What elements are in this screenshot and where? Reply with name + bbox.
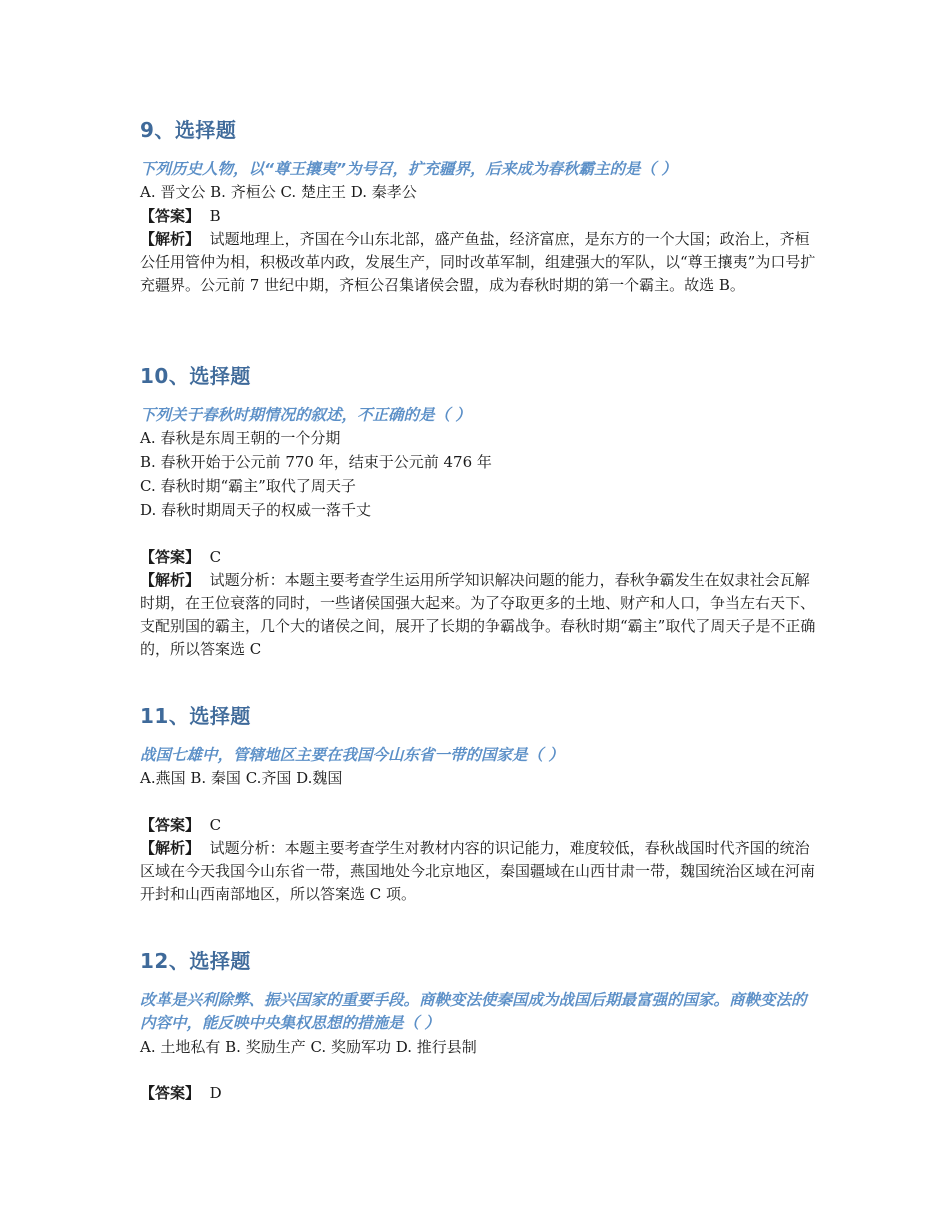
- question-10-stem: 下列关于春秋时期情况的叙述，不正确的是（ ）: [140, 406, 471, 424]
- analysis-label: 【解析】: [140, 230, 201, 248]
- question-12-options: A. 土地私有 B. 奖励生产 C. 奖励军功 D. 推行县制: [140, 1038, 477, 1056]
- question-10-option-a: A. 春秋是东周王朝的一个分期: [140, 429, 341, 447]
- question-11-answer: [140, 814, 830, 837]
- question-10-title: 10、选择题: [140, 364, 251, 388]
- question-11-options: A.燕国 B. 秦国 C.齐国 D.魏国: [140, 769, 343, 787]
- question-9-options: A. 晋文公 B. 齐桓公 C. 楚庄王 D. 秦孝公: [140, 183, 417, 201]
- answer-value: D: [209, 1084, 222, 1102]
- analysis-label: 【解析】: [140, 571, 201, 589]
- question-12-stem: 改革是兴利除弊、振兴国家的重要手段。商鞅变法使秦国成为战国后期最富强的国家。商鞅变法的内容中，能反映中央集权思想的措施是（ ）: [140, 991, 807, 1032]
- question-10-option-b: B. 春秋开始于公元前 770 年，结束于公元前 476 年: [140, 453, 492, 471]
- question-10-option-c: C. 春秋时期“霸主”取代了周天子: [140, 477, 356, 495]
- answer-label: 【答案】: [140, 1084, 201, 1102]
- question-11-stem: 战国七雄中，管辖地区主要在我国今山东省一带的国家是（ ）: [140, 746, 564, 764]
- question-9-stem: 下列历史人物，以“尊王攘夷”为号召，扩充疆界，后来成为春秋霸主的是（ ）: [140, 160, 677, 178]
- answer-value: B: [209, 207, 221, 225]
- analysis-text: 试题地理上，齐国在今山东北部，盛产鱼盐，经济富庶，是东方的一个大国；政治上，齐桓公任用管仲为相，积极改革内政，发展生产，同时改革军制，组建强大的军队，以“尊王攘夷”为口号扩充疆界。公元前 7 世纪中期，齐桓公召集诸侯会盟，成为春秋时期的第一个霸主。故选 B。: [140, 230, 816, 294]
- question-10-option-d: D. 春秋时期周天子的权威一落千丈: [140, 501, 372, 519]
- answer-label: 【答案】: [140, 548, 201, 566]
- question-11-title: 11、选择题: [140, 704, 251, 728]
- question-12-answer: [140, 1082, 830, 1105]
- question-9-analysis: [140, 228, 820, 297]
- answer-value: C: [209, 548, 222, 566]
- answer-value: C: [209, 816, 222, 834]
- question-9-title: 9、选择题: [140, 118, 237, 142]
- analysis-text: 试题分析：本题主要考查学生运用所学知识解决问题的能力，春秋争霸发生在奴隶社会瓦解时期，在王位衰落的同时，一些诸侯国强大起来。为了夺取更多的土地、财产和人口，争当左右天下、支配别国的霸主，几个大的诸侯之间，展开了长期的争霸战争。春秋时期“霸主”取代了周天子是不正确的，所以答案选 C: [140, 571, 816, 658]
- answer-label: 【答案】: [140, 816, 201, 834]
- question-10-answer: [140, 546, 830, 569]
- question-12-title: 12、选择题: [140, 949, 251, 973]
- question-9-answer: [140, 205, 830, 228]
- analysis-text: 试题分析：本题主要考查学生对教材内容的识记能力，难度较低，春秋战国时代齐国的统治区域在今天我国今山东省一带，燕国地处今北京地区，秦国疆域在山西甘肃一带，魏国统治区域在河南开封和山西南部地区，所以答案选 C 项。: [140, 839, 816, 903]
- answer-label: 【答案】: [140, 207, 201, 225]
- analysis-label: 【解析】: [140, 839, 201, 857]
- question-10-analysis: [140, 569, 820, 661]
- question-11-analysis: [140, 837, 820, 906]
